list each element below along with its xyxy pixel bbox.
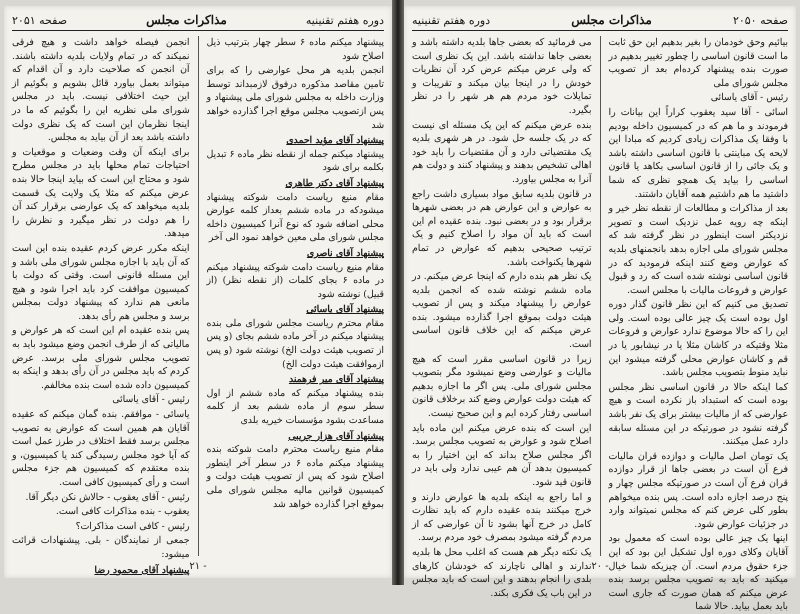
left-page — [4, 6, 392, 578]
proposal-heading: پیشنهاد آقای هزار جریبی — [288, 430, 384, 442]
paragraph: جمعی از نمایندگان - بلی. پیشنهادات قرائت میشود: — [12, 535, 190, 560]
left-page-header — [12, 10, 384, 31]
paragraph: در قانون بلدیه سابق مواد بسیاری داشت راجع به عوارض و این عوارض هم در بعضی شهرها برقرار بود و در بعضی نبود. بنده عقیده ام این است که باید آن مواد را اصلاح کنیم و یک ترتیب صحیحی بدهیم که عوارض در تمام شهرها یکنواخت باشد. — [412, 188, 592, 268]
paragraph: اینها یک چیز عالی بوده است که معمول بود آقایان وکلای دوره اول تشکیل این بود که این جزء حقوق مردم است. آن چیزیکه شما خیال میکنید که باید به تصویب مجلس برسد بنده عرض میکنم که همان صورت که جاری است باید بعمل بیاید. حالا شما — [608, 533, 788, 613]
paragraph: رئیس - آقای یعقوب - حالاش نکن دیگر آقا. — [25, 491, 190, 503]
paragraph: تصدیق می کنیم که این نظر قانون گذار دوره اول بوده است یک چیز عالی بوده است. ولی این را که حالا موضوع ندارد عوارض و فروعات مثلا وقتیکه در کاشان مثلا یا در نیشابور یا در قم و کاشان عوارض محلی گرفته میشود این نباید منوط بتصویب مجلس باشد. — [608, 299, 788, 379]
right-page-outer-column — [608, 36, 789, 613]
column-divider — [600, 36, 601, 556]
proposal-heading: پیشنهاد آقای یاسائی — [306, 304, 384, 316]
paragraph: مقام منیع ریاست دامت شوکته پیشنهاد میشودکه در ماده ششم بعداز کلمه عوارض محلی اضافه شود که نوع آنرا کمیسیون داخله مجلس شورای ملی معین خواهد نمود الی آخر — [206, 191, 384, 244]
paragraph: پیشنهاد میکنم جمله از نقطه نظر ماده ۶ تبدیل بکلمه برای شود — [206, 148, 384, 174]
book-gutter — [392, 0, 404, 585]
paragraph: رئیس - کافی است مذاکرات؟ — [75, 520, 190, 532]
right-page-header — [412, 10, 788, 31]
right-session-label: دوره هفتم تقنینیه — [412, 13, 491, 27]
paragraph: می فرمائید که بعضی جاها بلدیه داشته باشد و بعضی جاها نداشته باشد. این یک نظری است که ولی عرض میکنم عرض کرد آن نظریات خودش را در اینجا بیان میکند و تقریبات و تمایلات خود مردم هم هر شهر را در نظر بگیرد. — [412, 37, 592, 116]
paragraph: مقام منیع ریاست محترم دامت شوکته بنده پیشنهاد میکنم ماده ۶ در سطر آخر اینطور اصلاح شود که پس از تصویب هیئت دولت و کمیسیون قوانین مالیه مجلس شورای ملی بموقع اجرا گذارده خواهد شد — [206, 444, 384, 510]
paragraph: مقام محترم ریاست مجلس شورای ملی بنده پیشنهاد میکنم در آخر ماده ششم بجای (و پس از تصویب هیئت دولت الخ) نوشته شود (و پس ازموافقت هیئت دولت الخ) — [206, 317, 384, 370]
paragraph: پیشنهاد میکنم ماده ۶ سطر چهار بترتیب ذیل اصلاح شود — [206, 37, 384, 62]
right-page — [404, 6, 796, 613]
paragraph: پس بنده عقیده ام این است که هر عوارض و مالیاتی که از طرف انجمن وضع میشود باید به تصویب مجلس شورای ملی برسد. عرض کردم که باید مجلس در آن رأی بدهد و اینکه به کمیسیون داده شده است بنده مخالفم. — [12, 325, 190, 391]
right-page-number: ۲۰ - — [591, 561, 609, 572]
paragraph: برای اینکه آن وقت وضعیات و موقعیات و احتیاجات تمام محلها باید در مجلس مطرح شود و محتاج این است که بیاید اینجا حالا بنده عرض میکنم که مثلا یک ولایت یک قسمت بلدیه میخواهد که یک عوارضی برقرار کند آن را هم دولت در نظر میگیرد و نظرش را میدهد. — [12, 146, 190, 240]
paragraph: یک نکته دیگر هم هست که اغلب محل ها بلدیه ندارند و اهالی ناچارند که خودشان کارهای بلدی را انجام بدهند و این است که باید مجلس در این باب یک فکری بکند. — [412, 546, 592, 599]
paragraph: این است که بنده عرض میکنم این ماده باید اصلاح شود و عوارض به تصویب مجلس برسد. اگر مجلس صلاح بداند که این اختیار را به کمیسیون بدهد آن هم عیبی ندارد ولی باید در قانون قید شود. — [412, 422, 592, 488]
proposal-heading: پیشنهاد آقای دکتر طاهری — [285, 177, 384, 189]
paragraph: مقام منیع ریاست دامت شوکته پیشنهاد میکنم در ماده ۶ بجای کلمات (از نقطه نظر) (از قبیل) نوشته شود — [206, 261, 384, 300]
paragraph: بیائیم وحق خودمان را بغیر بدهیم این حق ثابت ما است قانون اساسی را چطور تغییر بدهیم در صورت بنده پیشنهاد کرده‌ام بعد از تصویب مجلس شورای ملی — [608, 37, 788, 89]
proposal-heading: پیشنهاد آقای ناصری — [306, 247, 384, 259]
right-page-label: صفحه ۲۰۵۰ — [732, 13, 788, 27]
proposal-heading: پیشنهاد آقای مؤید احمدی — [286, 135, 384, 147]
paragraph: یک نظر هم بنده دارم که اینجا عرض میکنم. در ماده ششم نوشته شده که انجمن بلدیه عوارض را پیشنهاد میکند و پس از تصویب هیئت دولت بموقع اجرا گذارده میشود. بنده عرض میکنم که این خلاف قانون اساسی است. — [412, 271, 592, 351]
paragraph: اسائی - آقا سید یعقوب کراراً این بیانات را فرمودند و ما هم که در کمیسیون داخله بودیم با وفقا یک مذاکرات زیادی کردیم که مبادا این لایحه یک مباینتی با قانون اساسی داشته باشد و یک جائی را از قانون اساسی بکاهد یا قانون اساسی را بیاید یک همچو نظری که شما داشتید ما هم داشتیم همه آقایان داشتند. — [608, 106, 788, 200]
paragraph: رئیس - آقای یاسائی — [710, 92, 788, 104]
paragraph: بعد از مذاکرات و مطالعات از نقطه نظر خیر و اینکه چه رویه عمل نزدیک است و تصویر نزدیکتر است اینطور در نظر گرفته شد که مجلس شورای ملی اجازه بدهد بانجمنهای بلدیه که عوارض وضع کنند اینکه فرمودید که در قانون اساسی نوشته شده است که رد و قبول عوارض و فروعات مالیات با مجلس است. — [608, 203, 788, 296]
left-page-label: صفحه ۲۰۵۱ — [12, 13, 68, 27]
proposal-heading: پیشنهاد آقای میر فرهمند — [288, 374, 384, 386]
paragraph: کما اینکه حالا در قانون اساسی نظر مجلس بوده است که استبداد باز نکرده است و هیچ عوارضی که از مالیات بیشتر برای یک نفر باشد گرفته نشود در صورتیکه در این مسئله سابقه دارد عمل میکنند. — [608, 381, 788, 448]
paragraph: انجمن بلدیه هر محل عوارضی را که برای تامین مقاصد مذکوره درفوق لازمبداند توسط وزارت داخله به مجلس شورای ملی پیشنهاد و پس ازتصویب مجلس موقع اجرا گذارده خواهد شد — [206, 65, 384, 131]
paragraph: بنده پیشنهاد میکنم که ماده ششم از اول سطر سوم از ماده ششم بعد از کلمه مساعدت بشود مؤسسات خیریه بلدی — [206, 387, 384, 427]
right-page-title: مذاکرات مجلس — [571, 13, 652, 27]
left-page-outer-column — [207, 36, 385, 556]
paragraph: و اما راجع به اینکه بلدیه ها عوارض دارند و خرج میکنند بنده عقیده دارم که باید نظارت کامل در خرج آنها بشود تا آن عوارضی که از مردم گرفته میشود بمصرف خود مردم برسد. — [412, 491, 592, 544]
paragraph: اینکه مکرر عرض کردم عقیده بنده این است که آن باید با اجازه مجلس شورای ملی باشد و این مسئله قانونی است. وقتی که دولت با کمیسیون موافقت کرد باید اجرا شود و هیچ مانعی هم ندارد که پیشنهاد دولت بمجلس برسد و مجلس هم رأی بدهد. — [12, 242, 190, 322]
right-page-inner-column — [412, 36, 592, 599]
left-page-title: مذاکرات مجلس — [146, 13, 227, 27]
column-divider — [198, 36, 199, 556]
left-page-inner-column — [12, 36, 190, 576]
paragraph: یعقوب - بنده مذاکرات کافی است. — [55, 506, 190, 518]
paragraph: انجمن فیصله خواهد داشت و هیچ فرقی نمیکند که در تمام ولایات بلدیه داشته باشند. آن انجمن که صلاحیت دارد و آن اقدام که میتواند بعمل بیاورد قائل بشویم و بگوئیم از این حیث اختلافی نیست. باید در مجلس شورای ملی نظریه این را بگوئیم که ما در اینجا نظرمان این است که یک نظری دولت داشته باشد بعد از آن بیاید به مجلس. — [12, 37, 190, 144]
proposal-heading: پیشنهاد آقای محمود رضا — [94, 564, 190, 576]
left-page-number: ۲۱ - — [189, 561, 207, 572]
paragraph: بنده عرض میکنم که این یک مسئله ای نیست که در یک جلسه حل شود. در هر شهری بلدیه یک مقتضیاتی دارد و آن مقتضیات را باید خود اهالی تشخیص بدهند و پیشنهاد کنند و دولت هم آنرا به مجلس بیاورد. — [412, 119, 592, 185]
paragraph: یاسائی - موافقم. بنده گمان میکنم که عقیده آقایان هم همین است که عوارض به تصویب مجلس برسد فقط اختلاف در طرز عمل است که آیا خود مجلس رسیدگی کند یا کمیسیون، و بنده معتقدم که کمیسیون هم جزء مجلس است و رأی کمیسیون کافی است. — [12, 409, 190, 488]
paragraph: زیرا در قانون اساسی مقرر است که هیچ مالیات و عوارضی وضع نمیشود مگر بتصویب مجلس شورای ملی. پس اگر ما اجازه بدهیم که هیئت دولت عوارض وضع کند برخلاف قانون اساسی رفتار کرده ایم و این صحیح نیست. — [412, 353, 592, 420]
paragraph: یک تومان اصل مالیات و دوازده قران مالیات فرع آن است در بعضی جاها از قرار دوازده قران فرع آن است در صورتیکه مجلس چهار و پنج درصد اجازه داده است. پس بنده میخواهم بطور کلی عرض کنم که مجلس نمیتواند وارد در جزئیات عوارض شود. — [608, 450, 788, 530]
left-session-label: دوره هفتم تقنینیه — [305, 13, 384, 27]
paragraph: رئیس - آقای یاسائی — [112, 394, 190, 406]
